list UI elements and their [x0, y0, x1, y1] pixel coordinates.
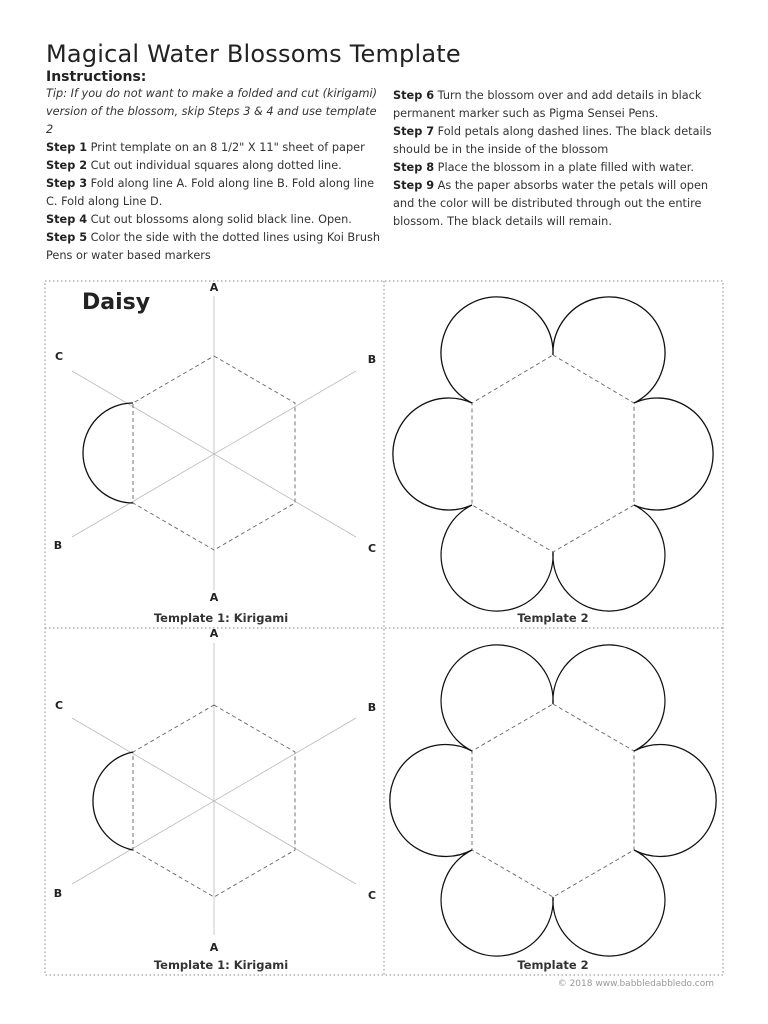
cut-guides-dotted [45, 281, 723, 975]
page-title: Magical Water Blossoms Template [46, 40, 461, 68]
step-label: Step 1 [46, 141, 88, 154]
step-label: Step 7 [393, 125, 435, 138]
template-label-kirigami-top: Template 1: Kirigami [153, 611, 289, 625]
fold-label-c-upper: C [54, 699, 64, 712]
step-label: Step 9 [393, 179, 435, 192]
whole-blossom-top [393, 297, 713, 611]
fold-label-b-upper: B [367, 701, 377, 714]
step-text: Cut out blossoms along solid black line. Open. [87, 213, 352, 226]
fold-label-a-top: A [209, 627, 219, 640]
step-text: Place the blossom in a plate filled with water. [434, 161, 694, 174]
fold-label-c-upper: C [54, 350, 64, 363]
fold-hexagon-dashed [472, 355, 634, 552]
step-label: Step 6 [393, 89, 435, 102]
template-label-whole-top: Template 2 [517, 611, 589, 625]
fold-label-c-lower: C [367, 889, 377, 902]
step-text: Color the side with the dotted lines using Koi Brush Pens or water based markers [46, 231, 381, 262]
kirigami-template-bottom [72, 643, 356, 935]
step-label: Step 3 [46, 177, 88, 190]
fold-lines [72, 296, 356, 590]
step-label: Step 8 [393, 161, 435, 174]
fold-label-b-lower: B [53, 887, 63, 900]
template-label-whole-bottom: Template 2 [517, 958, 589, 972]
fold-label-c-lower: C [367, 542, 377, 555]
fold-lines [72, 643, 356, 935]
step-text: Cut out individual squares along dotted line. [87, 159, 342, 172]
blossom-outline [393, 297, 713, 611]
fold-label-b-lower: B [53, 539, 63, 552]
cut-petal-line [93, 752, 133, 850]
tip-text: Tip: If you do not want to make a folded and cut (kirigami) version of the blossom, skip Steps 3 & 4 and use template 2 [46, 87, 378, 136]
fold-label-a-top: A [209, 281, 219, 294]
step-label: Step 5 [46, 231, 88, 244]
step-label: Step 4 [46, 213, 88, 226]
flower-name: Daisy [82, 290, 151, 315]
blossom-outline [390, 645, 716, 956]
step-label: Step 2 [46, 159, 88, 172]
instructions-heading: Instructions: [46, 69, 147, 85]
step-text: Print template on an 8 1/2" X 11" sheet of paper [87, 141, 365, 154]
step-text: As the paper absorbs water the petals will open and the color will be distributed through out the entire blossom. The black details will remain. [393, 179, 709, 228]
step-text: Fold petals along dashed lines. The black details should be in the inside of the blossom [393, 125, 712, 156]
fold-label-a-bottom: A [209, 591, 219, 604]
copyright-footer: © 2018 www.babbledabbledo.com [557, 979, 714, 989]
template-label-kirigami-bottom: Template 1: Kirigami [153, 958, 289, 972]
fold-hexagon-dashed [472, 704, 634, 897]
fold-label-a-bottom: A [209, 941, 219, 954]
kirigami-template-top [72, 296, 356, 590]
step-text: Fold along line A. Fold along line B. Fold along line C. Fold along Line D. [46, 177, 375, 208]
step-text: Turn the blossom over and add details in black permanent marker such as Pigma Sensei Pens. [393, 89, 702, 120]
whole-blossom-bottom [390, 645, 716, 956]
cut-petal-line [83, 403, 133, 503]
fold-label-b-upper: B [367, 353, 377, 366]
